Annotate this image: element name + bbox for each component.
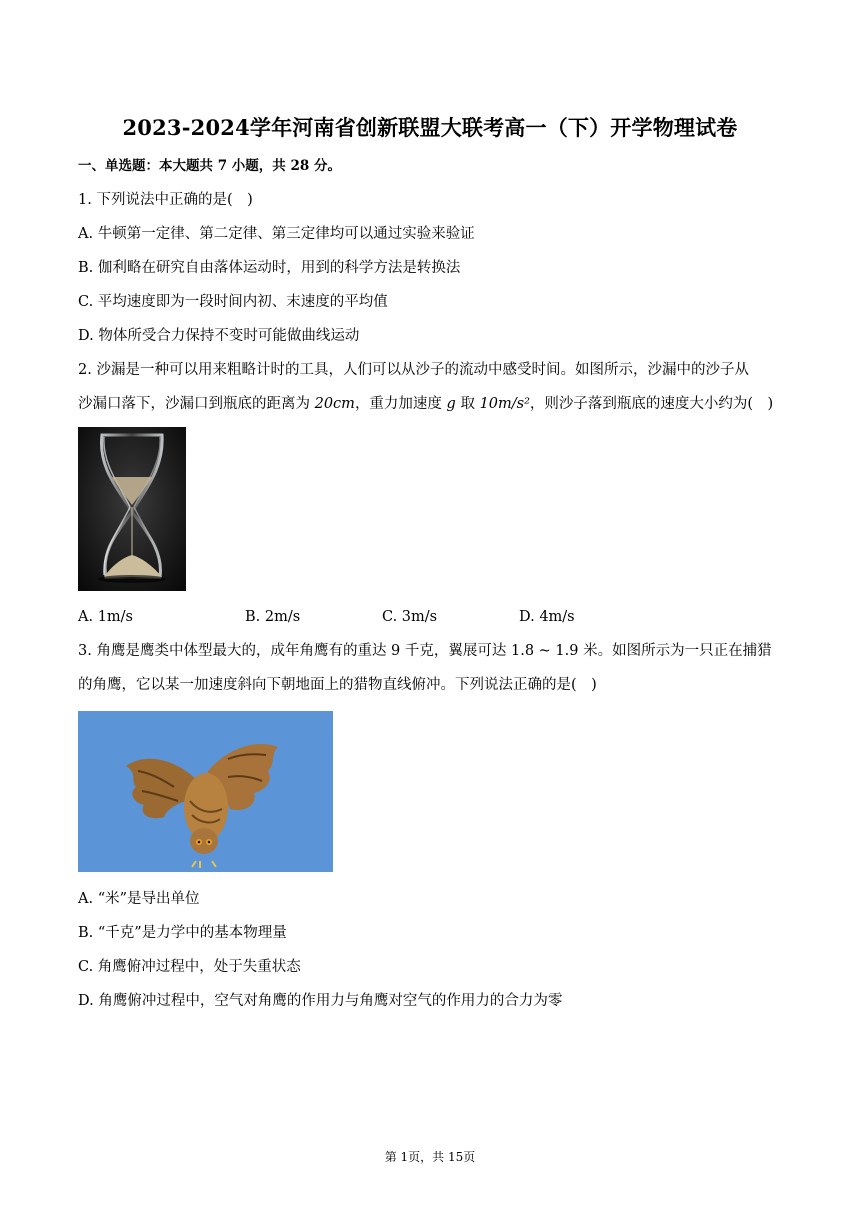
q2-text-d: ，则沙子落到瓶底的速度大小约为( ) [529,396,774,412]
q2-option-b: B. 2m/s [245,609,301,625]
page-footer: 第 1页，共 15页 [384,1150,476,1164]
q2-text-b: ，重力加速度 [354,396,447,412]
q2-distance-value: 20cm [314,396,355,412]
section-heading: 一、单选题：本大题共 7 小题，共 28 分。 [78,158,341,174]
q2-option-d: D. 4m/s [519,609,575,625]
hourglass-image [78,427,186,591]
eagle-owl-image [78,711,333,872]
q2-text-a: 沙漏口落下，沙漏口到瓶底的距离为 [78,396,315,412]
q2-option-c: C. 3m/s [382,609,438,625]
q2-option-a: A. 1m/s [78,609,133,625]
q2-stem-line2 [78,394,773,414]
q3-option-d: D. 角鹰俯冲过程中，空气对角鹰的作用力与角鹰对空气的作用力的合力为零 [78,993,563,1009]
q2-text-c: 取 [455,396,480,412]
q1-option-b: B. 伽利略在研究自由落体运动时，用到的科学方法是转换法 [78,260,461,276]
page-title: 2023-2024学年河南省创新联盟大联考高一（下）开学物理试卷 [122,115,738,140]
q3-option-a: A. “米”是导出单位 [78,891,200,907]
q3-stem-line1: 3. 角鹰是鹰类中体型最大的，成年角鹰有的重达 9 千克，翼展可达 1.8 ~ 1.9 米。如图所示为一只正在捕猎 [78,643,772,659]
q1-option-a: A. 牛顿第一定律、第二定律、第三定律均可以通过实验来验证 [78,226,475,242]
q2-acceleration-value: 10m/s² [479,396,530,412]
q1-stem: 1. 下列说法中正确的是( ) [78,192,253,208]
q1-option-c: C. 平均速度即为一段时间内初、末速度的平均值 [78,294,388,310]
q3-option-c: C. 角鹰俯冲过程中，处于失重状态 [78,959,301,975]
q3-option-b: B. “千克”是力学中的基本物理量 [78,925,287,941]
q2-g-symbol: g [446,396,456,412]
q2-stem-line1: 2. 沙漏是一种可以用来粗略计时的工具，人们可以从沙子的流动中感受时间。如图所示，沙漏中的沙子从 [78,362,749,378]
q1-option-d: D. 物体所受合力保持不变时可能做曲线运动 [78,328,360,344]
q3-stem-line2: 的角鹰，它以某一加速度斜向下朝地面上的猎物直线俯冲。下列说法正确的是( ) [78,677,597,693]
